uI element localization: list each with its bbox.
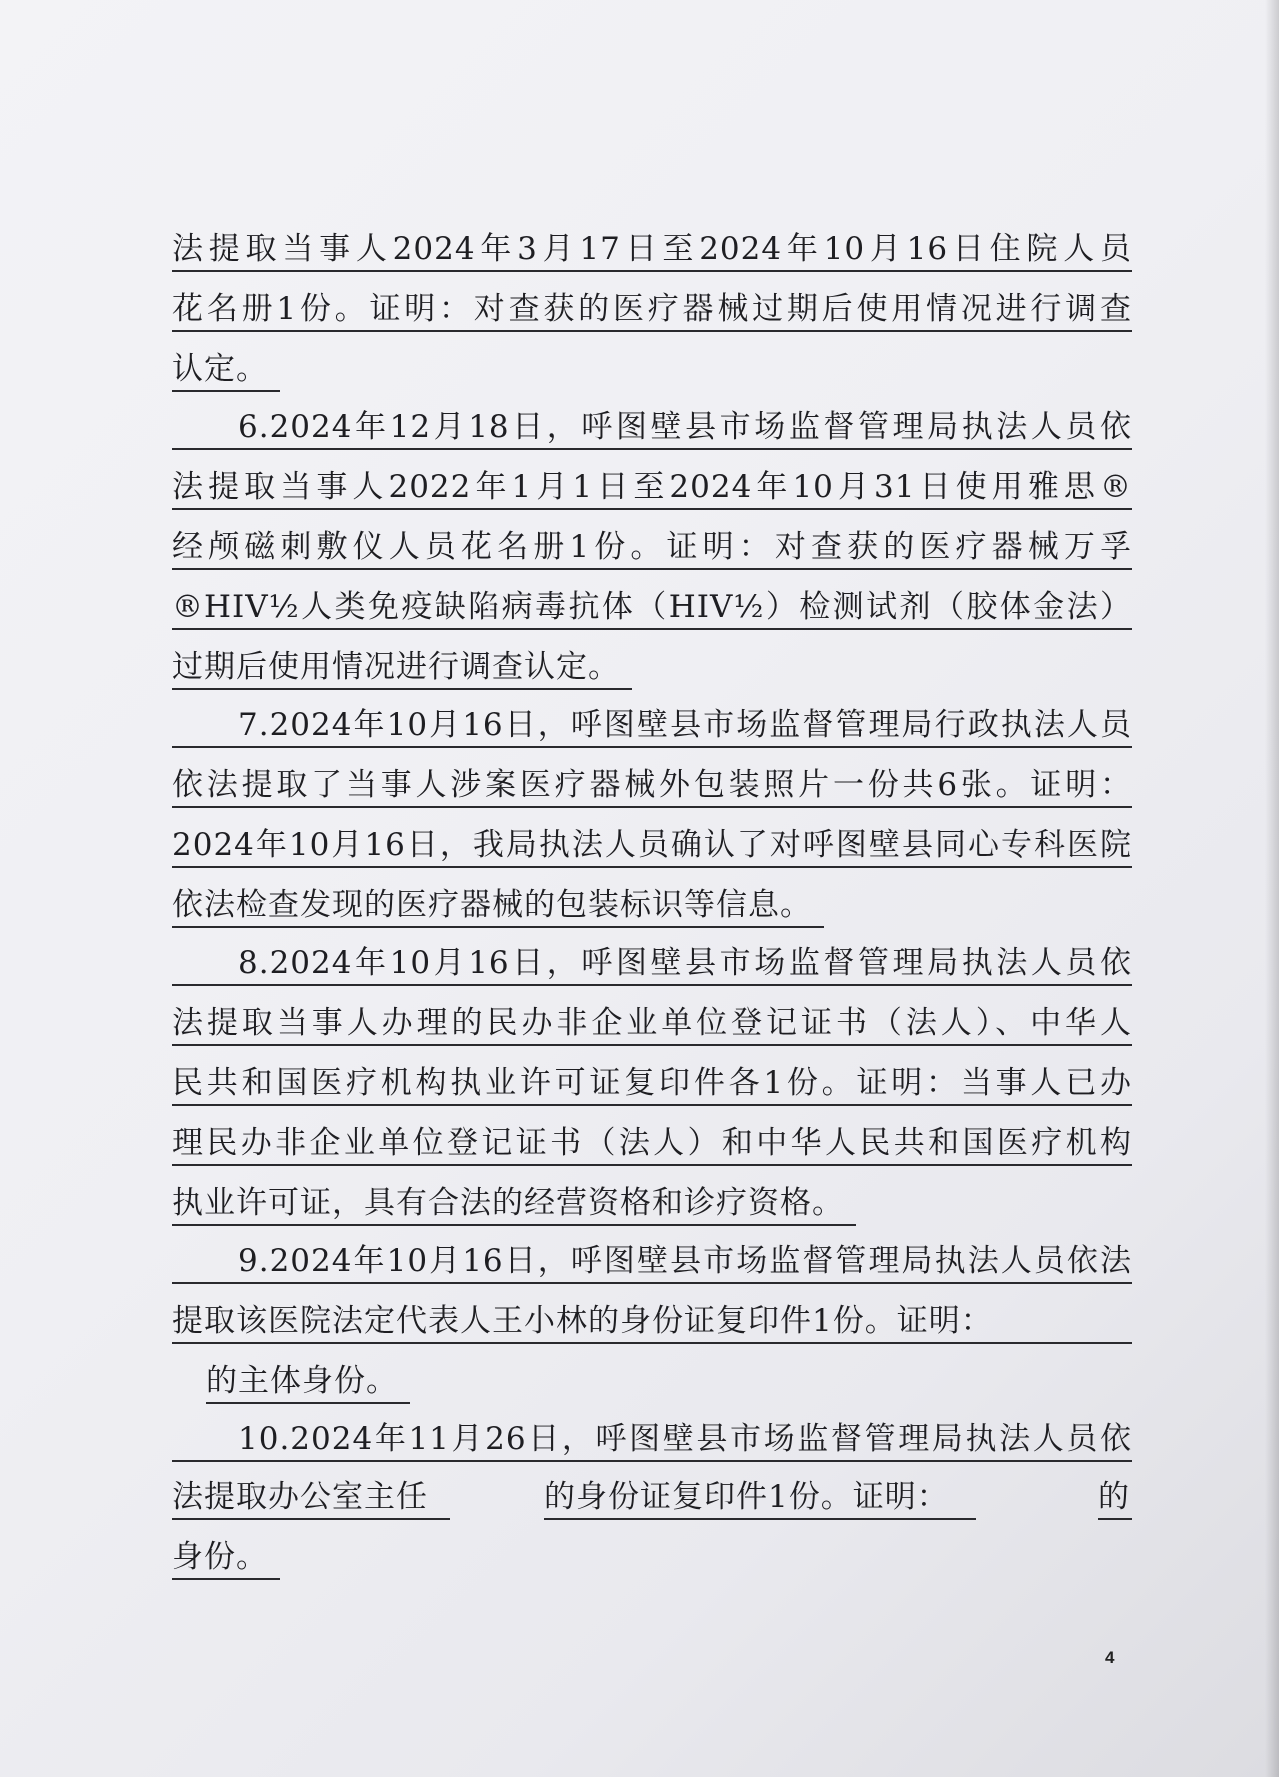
paragraph-10-start: 10.2024年11月26日，呼图壁县市场监督管理局执法人员依	[172, 1418, 1132, 1462]
text-line: 提取该医院法定代表人王小林的身份证复印件1份。证明：	[172, 1300, 1132, 1344]
text-line: 身份。	[172, 1536, 280, 1580]
text-line: 过期后使用情况进行调查认定。	[172, 646, 632, 690]
text-line: ®HIV½人类免疫缺陷病毒抗体（HIV½）检测试剂（胶体金法）	[172, 586, 1132, 630]
paragraph-9-start: 9.2024年10月16日，呼图壁县市场监督管理局执法人员依法	[172, 1240, 1132, 1284]
text-line: 法提取当事人2022年1月1日至2024年10月31日使用雅思®	[172, 466, 1132, 510]
text-line: 认定。	[172, 348, 280, 392]
text-line: 花名册1份。证明：对查获的医疗器械过期后使用情况进行调查	[172, 288, 1132, 332]
text-line: 经颅磁刺敷仪人员花名册1份。证明：对查获的医疗器械万孚	[172, 526, 1132, 570]
text-line: 民共和国医疗机构执业许可证复印件各1份。证明：当事人已办	[172, 1062, 1132, 1106]
text-line: 法提取当事人办理的民办非企业单位登记证书（法人）、中华人	[172, 1002, 1132, 1046]
redaction-gap	[976, 1478, 1098, 1520]
text-line: 执业许可证，具有合法的经营资格和诊疗资格。	[172, 1182, 856, 1226]
text-line-redacted	[172, 1478, 1132, 1520]
text-line: 2024年10月16日，我局执法人员确认了对呼图壁县同心专科医院	[172, 824, 1132, 868]
text-segment: 法提取办公室主任	[172, 1476, 450, 1520]
text-line: 的主体身份。	[206, 1360, 410, 1404]
paragraph-6-start: 6.2024年12月18日，呼图壁县市场监督管理局执法人员依	[172, 406, 1132, 450]
text-segment: 的身份证复印件1份。证明：	[544, 1476, 976, 1520]
document-body	[172, 228, 1132, 1594]
text-segment: 的	[1098, 1476, 1132, 1520]
page-number: 4	[1105, 1648, 1115, 1667]
text-line: 理民办非企业单位登记证书（法人）和中华人民共和国医疗机构	[172, 1122, 1132, 1166]
paragraph-7-start: 7.2024年10月16日，呼图壁县市场监督管理局行政执法人员	[172, 704, 1132, 748]
paragraph-8-start: 8.2024年10月16日，呼图壁县市场监督管理局执法人员依	[172, 942, 1132, 986]
text-line: 法提取当事人2024年3月17日至2024年10月16日住院人员	[172, 228, 1132, 272]
text-line: 依法检查发现的医疗器械的包装标识等信息。	[172, 884, 824, 928]
redaction-gap	[450, 1478, 544, 1520]
text-line: 依法提取了当事人涉案医疗器械外包装照片一份共6张。证明：	[172, 764, 1132, 808]
